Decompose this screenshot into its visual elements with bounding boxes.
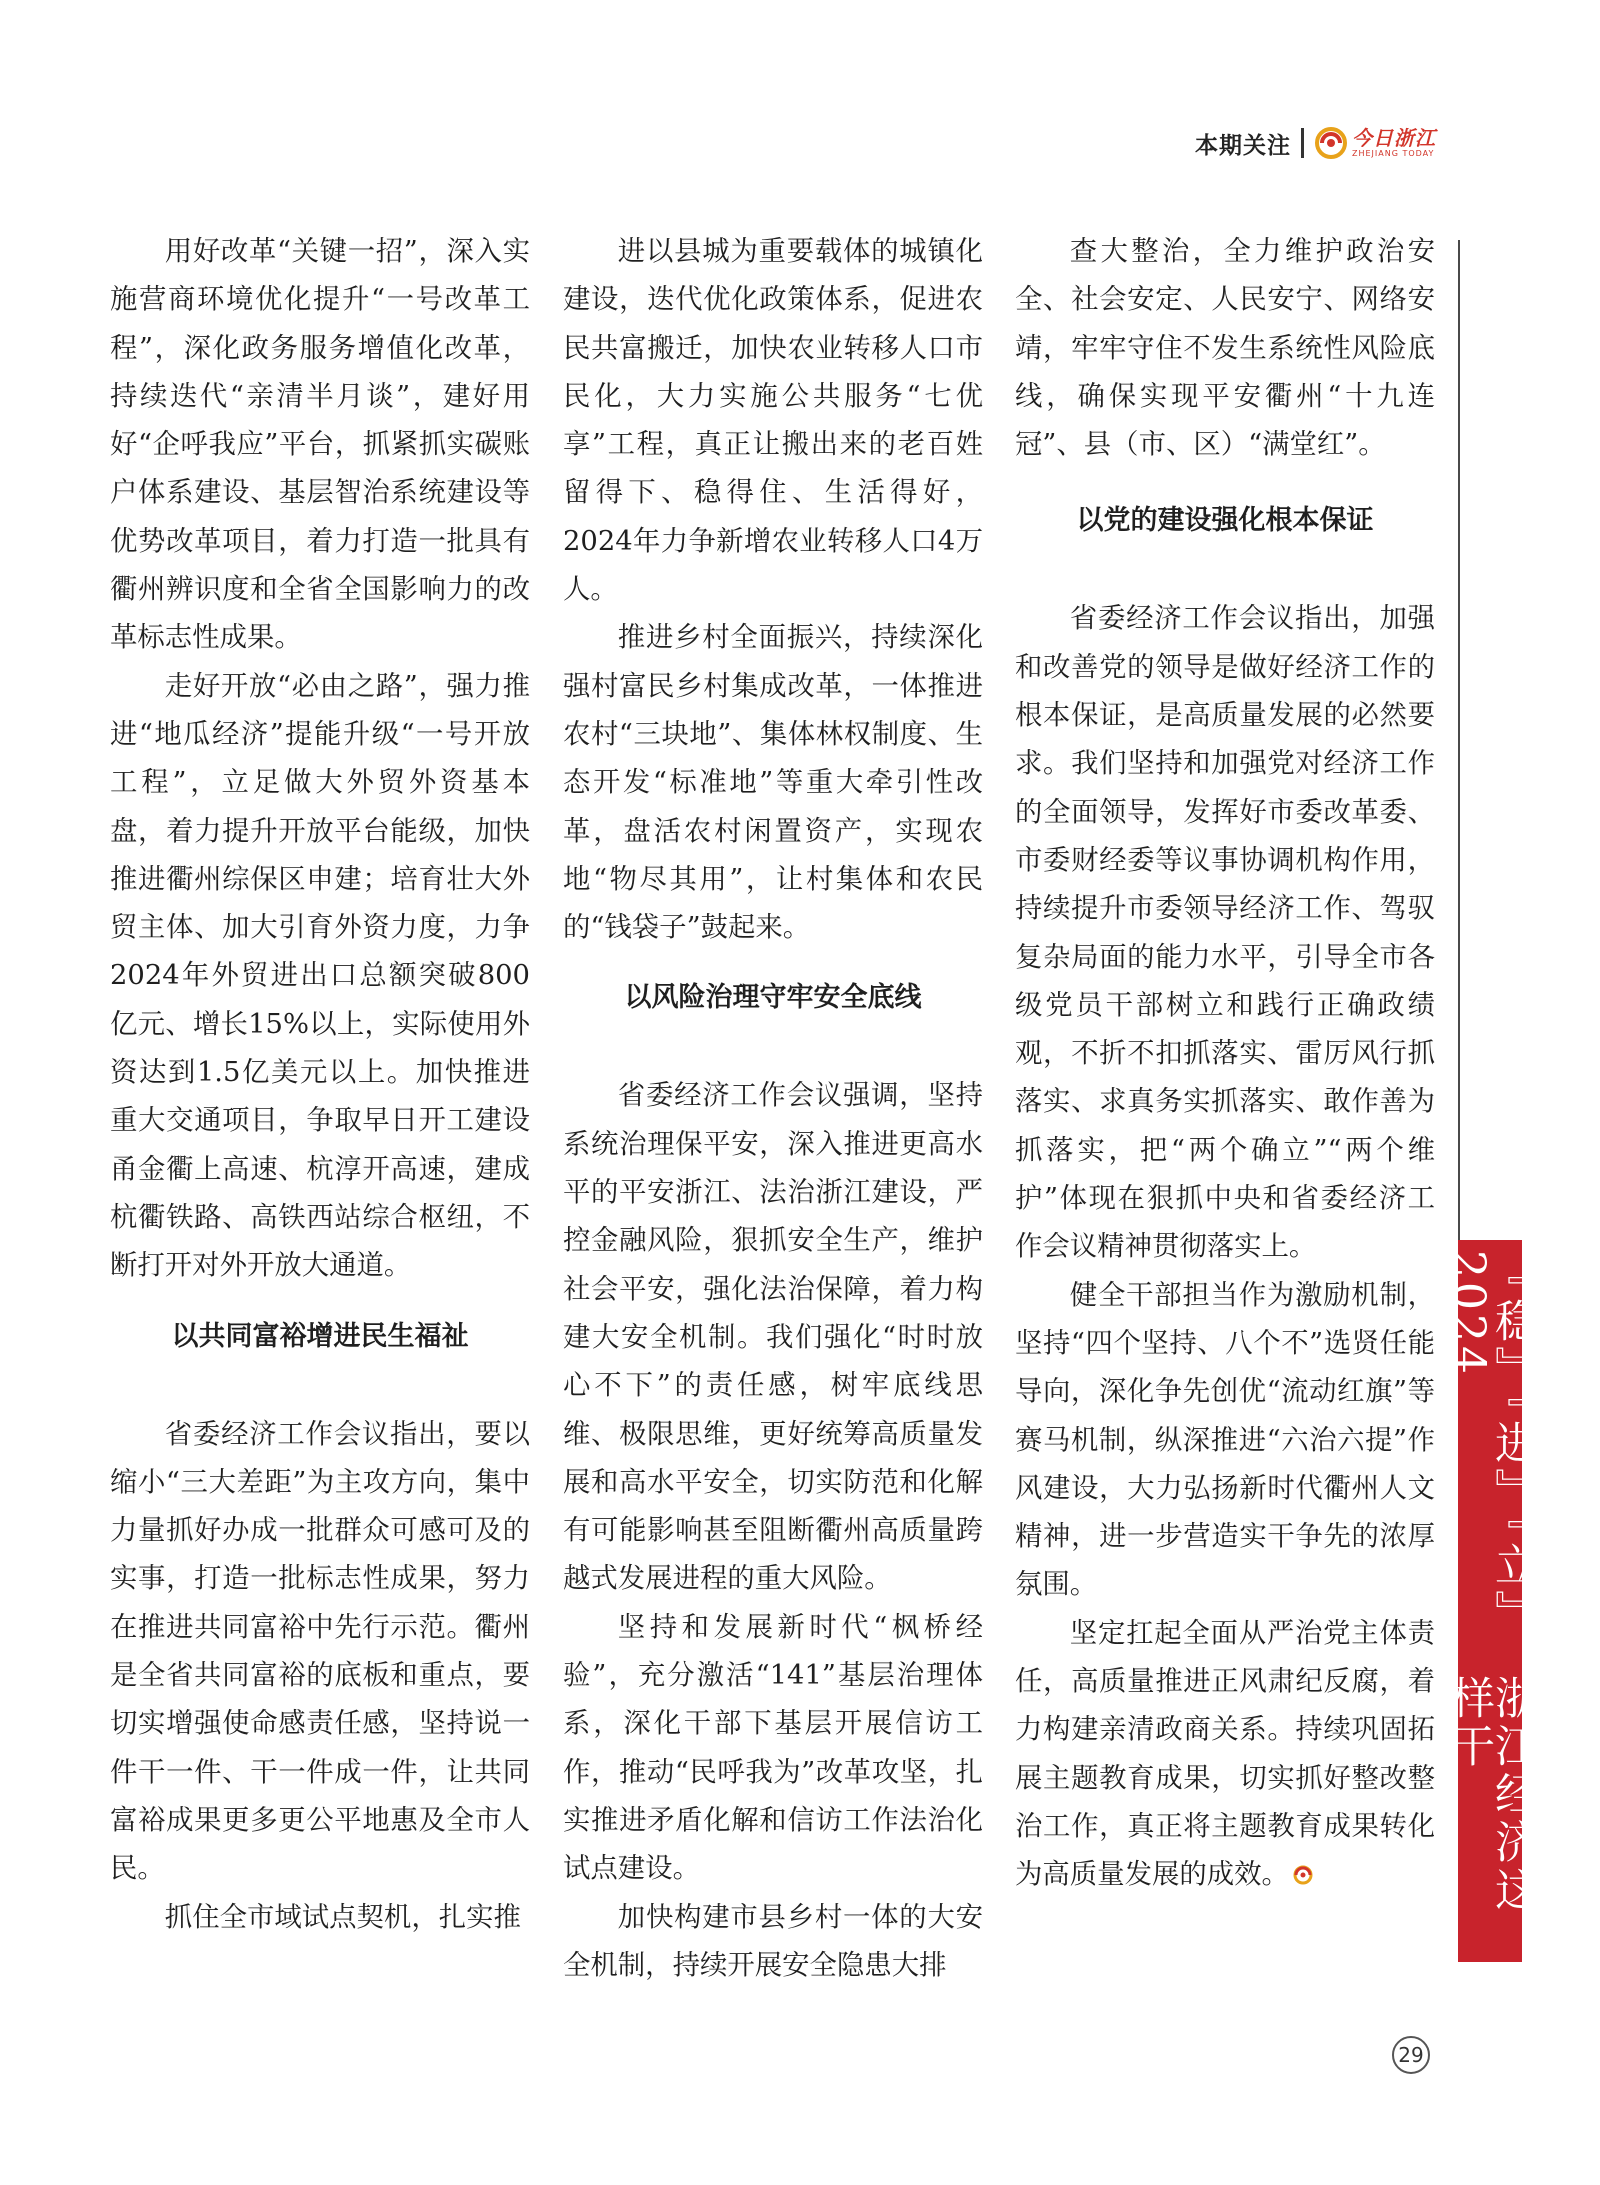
logo-subtitle: ZHEJIANG TODAY xyxy=(1352,149,1435,158)
side-banner xyxy=(1443,1240,1538,1962)
banner-title-top: 『稳』『进』『立』2024 xyxy=(1443,1250,1538,1638)
paragraph: 查大整治，全力维护政治安全、社会安定、人民安宁、网络安靖，牢牢守住不发生系统性风险底线，确保实现平安衢州“十九连冠”、县（市、区）“满堂红”。 xyxy=(1015,236,1435,461)
paragraph: 推进乡村全面振兴，持续深化强村富民乡村集成改革，一体推进农村“三块地”、集体林权制度、生态开发“标准地”等重大牵引性改革，盘活农村闲置资产，实现农地“物尽其用”，让村集体和农民的“钱袋子”鼓起来。 xyxy=(563,622,983,944)
zhejiang-today-logo xyxy=(1314,126,1436,160)
logo-title: 今日浙江 xyxy=(1352,126,1436,150)
header-divider xyxy=(1301,128,1304,158)
section-label: 本期关注 xyxy=(1195,132,1291,159)
paragraph: 抓住全市域试点契机，扎实推 xyxy=(164,1901,521,1933)
article-end-icon xyxy=(1291,1864,1315,1886)
paragraph: 进以县城为重要载体的城镇化建设，迭代优化政策体系，促进农民共富搬迁，加快农业转移人口市民化，大力实施公共服务“七优享”工程，真正让搬出来的老百姓留得下、稳得住、生活得好，2024年力争新增农业转移人口4万人。 xyxy=(563,236,983,606)
section-heading: 以共同富裕增进民生福祉 xyxy=(171,1320,469,1352)
section-heading: 以党的建设强化根本保证 xyxy=(1076,505,1374,537)
page-number: 29 xyxy=(1392,2036,1430,2074)
paragraph: 健全干部担当作为激励机制，坚持“四个坚持、八个不”选贤任能导向，深化争先创优“流动红旗”等赛马机制，纵深推进“六治六提”作风建设，大力弘扬新时代衢州人文精神，进一步营造实干争先的浓厚氛围。 xyxy=(1015,1279,1435,1601)
paragraph: 省委经济工作会议指出，要以缩小“三大差距”为主攻方向，集中力量抓好办成一批群众可感可及的实事，打造一批标志性成果，努力在推进共同富裕中先行示范。衢州是全省共同富裕的底板和重点，要切实增强使命感责任感，坚持说一件干一件、干一件成一件，让共同富裕成果更多更公平地惠及全市人民。 xyxy=(110,1418,530,1885)
banner-title-bottom: 浙江经济这样干 xyxy=(1443,1675,1538,1916)
paragraph: 坚持和发展新时代“枫桥经验”，充分激活“141”基层治理体系，深化干部下基层开展信访工作，推动“民呼我为”改革攻坚，扎实推进矛盾化解和信访工作法治化试点建设。 xyxy=(563,1611,983,1885)
text-column-1 xyxy=(110,228,530,1942)
section-heading: 以风险治理守牢安全底线 xyxy=(624,982,922,1014)
column-divider xyxy=(1458,240,1460,1240)
text-column-3 xyxy=(1015,228,1435,1900)
paragraph: 省委经济工作会议指出，加强和改善党的领导是做好经济工作的根本保证，是高质量发展的必然要求。我们坚持和加强党对经济工作的全面领导，发挥好市委改革委、市委财经委等议事协调机构作用，持续提升市委领导经济工作、驾驭复杂局面的能力水平，引导全市各级党员干部树立和践行正确政绩观，不折不扣抓落实、雷厉风行抓落实、求真务实抓落实、敢作善为抓落实，把“两个确立”“两个维护”体现在狠抓中央和省委经济工作会议精神贯彻落实上。 xyxy=(1015,603,1435,1263)
paragraph: 省委经济工作会议强调，坚持系统治理保平安，深入推进更高水平的平安浙江、法治浙江建设，严控金融风险，狠抓安全生产，维护社会平安，强化法治保障，着力构建大安全机制。我们强化“时时放心不下”的责任感，树牢底线思维、极限思维，更好统筹高质量发展和高水平安全，切实防范和化解有可能影响甚至阻断衢州高质量跨越式发展进程的重大风险。 xyxy=(563,1080,983,1595)
logo-mark-icon xyxy=(1314,126,1348,160)
paragraph: 走好开放“必由之路”，强力推进“地瓜经济”提能升级“一号开放工程”，立足做大外贸外资基本盘，着力提升开放平台能级，加快推进衢州综保区申建；培育壮大外贸主体、加大引育外资力度，力争2024年外贸进出口总额突破800亿元、增长15%以上，实际使用外资达到1.5亿美元以上。加快推进重大交通项目，争取早日开工建设甬金衢上高速、杭淳开高速，建成杭衢铁路、高铁西站综合枢纽，不断打开对外开放大通道。 xyxy=(110,670,530,1282)
page-header xyxy=(1195,118,1505,168)
paragraph-text: 坚定扛起全面从严治党主体责任，高质量推进正风肃纪反腐，着力构建亲清政商关系。持续巩固拓展主题教育成果，切实抓好整改整治工作，真正将主题教育成果转化为高质量发展的成效。 xyxy=(1015,1617,1435,1891)
paragraph: 加快构建市县乡村一体的大安全机制，持续开展安全隐患大排 xyxy=(563,1901,983,1981)
text-column-2 xyxy=(563,228,983,1990)
paragraph: 用好改革“关键一招”，深入实施营商环境优化提升“一号改革工程”，深化政务服务增值化改革，持续迭代“亲清半月谈”，建好用好“企呼我应”平台，抓紧抓实碳账户体系建设、基层智治系统建设等优势改革项目，着力打造一批具有衢州辨识度和全省全国影响力的改革标志性成果。 xyxy=(110,236,530,654)
paragraph-final xyxy=(1015,1610,1435,1900)
